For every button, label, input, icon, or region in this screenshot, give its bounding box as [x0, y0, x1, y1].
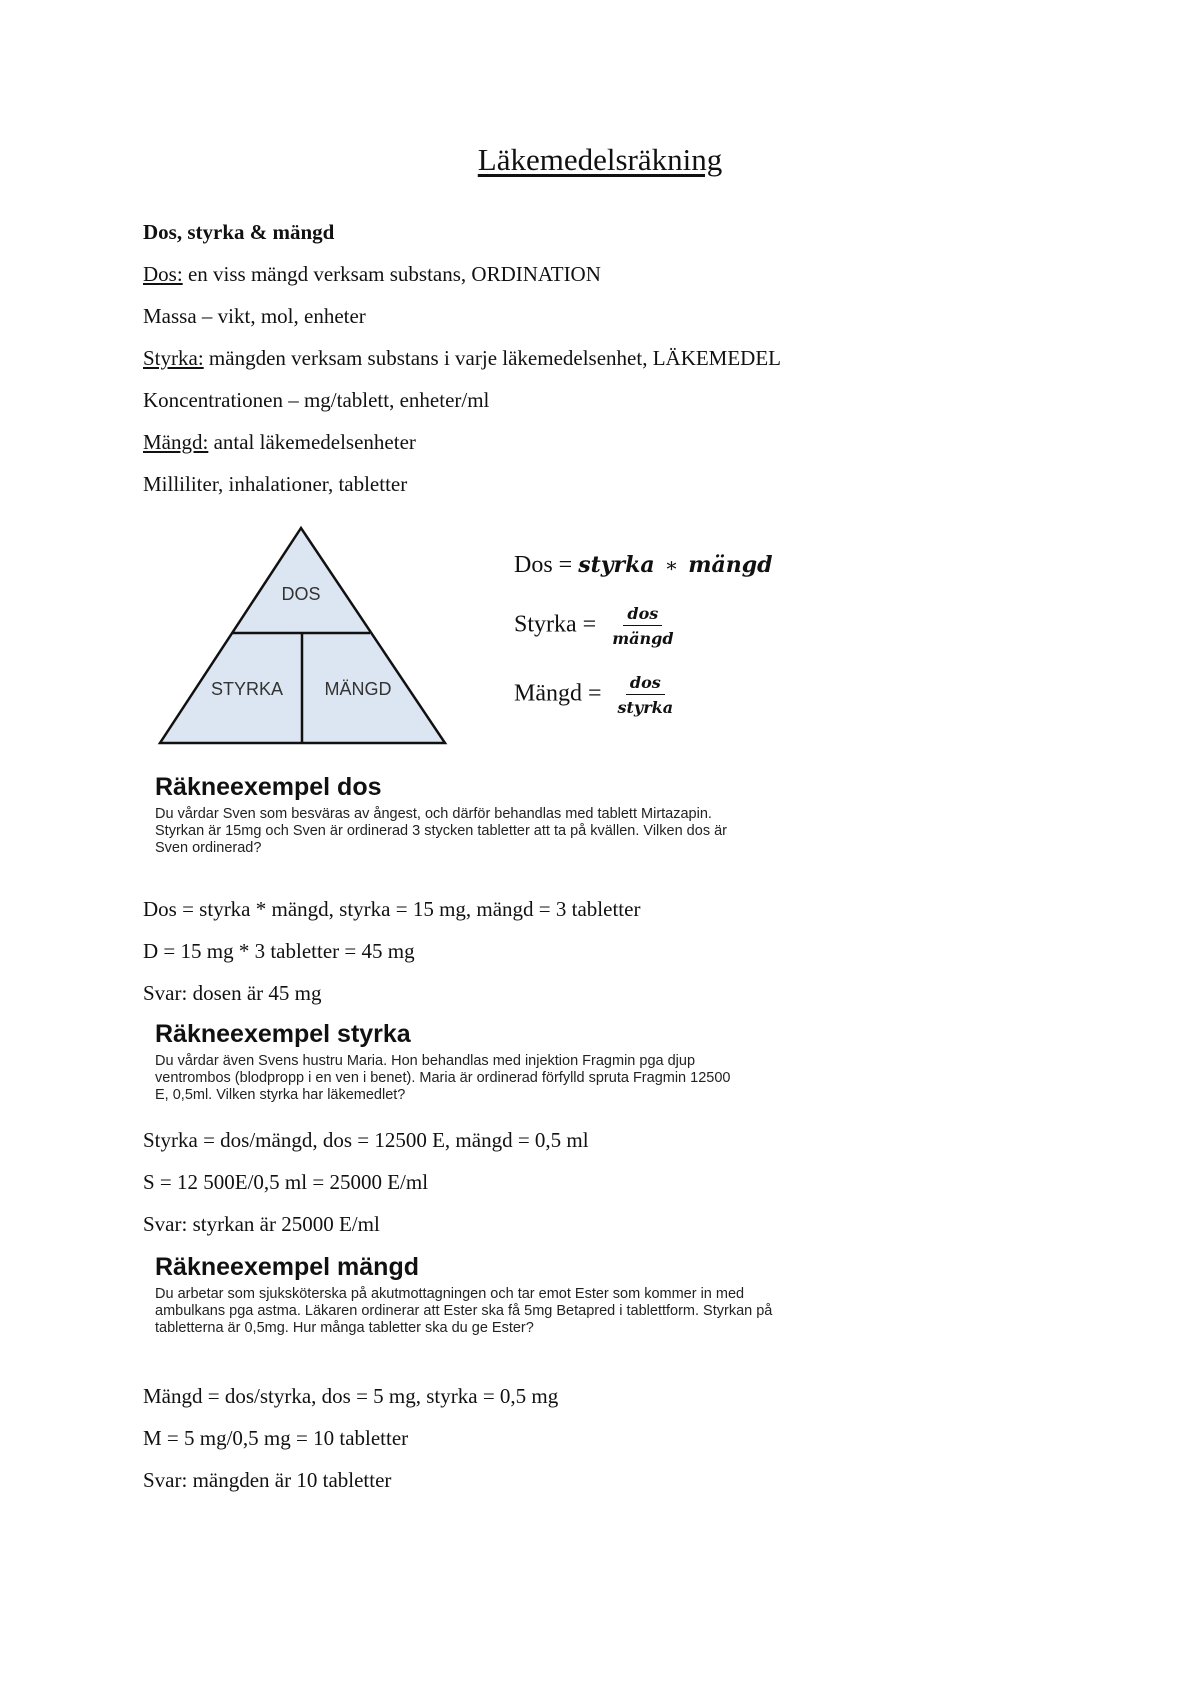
example-mangd	[155, 1253, 795, 1337]
definition-koncentration: Koncentrationen – mg/tablett, enheter/ml	[143, 388, 490, 412]
formula-dos-operator: ∗	[664, 555, 679, 577]
definition-massa: Massa – vikt, mol, enheter	[143, 304, 366, 328]
section-heading-text: Dos, styrka & mängd	[143, 220, 335, 244]
example-mangd-answer: Svar: mängden är 10 tabletter	[143, 1468, 392, 1492]
example-styrka-computation: S = 12 500E/0,5 ml = 25000 E/ml	[143, 1170, 429, 1194]
example-mangd-title: Räkneexempel mängd	[155, 1253, 419, 1281]
definition-styrka-text: mängden verksam substans i varje läkemedelsenhet, LÄKEMEDEL	[203, 346, 782, 370]
term-mangd: Mängd:	[143, 430, 209, 454]
formula-dos-styrka: styrka	[578, 552, 655, 578]
formula-dos-mangd: mängd	[688, 552, 773, 578]
example-mangd-text: Du arbetar som sjuksköterska på akutmottagningen och tar emot Ester som kommer in med ambulkans pga astma. Läkaren ordinerar att Ester ska få 5mg Betapred i tablettform. Styrkan på tabletterna är 0,5mg. Hur många tabletter ska du ge Ester?	[155, 1286, 773, 1336]
formula-mangd-fraction	[614, 673, 678, 717]
example-styrka-calculation: Styrka = dos/mängd, dos = 12500 E, mängd = 0,5 ml	[143, 1128, 589, 1152]
definition-mangd	[143, 430, 416, 455]
term-dos: Dos:	[143, 262, 183, 286]
example-mangd-computation: M = 5 mg/0,5 mg = 10 tabletter	[143, 1426, 409, 1450]
formula-dos-label: Dos =	[514, 552, 573, 578]
example-dos-title: Räkneexempel dos	[155, 773, 382, 801]
example-dos-calculation: Dos = styrka * mängd, styrka = 15 mg, mängd = 3 tabletter	[143, 897, 641, 921]
example-dos	[155, 773, 755, 857]
formula-dos	[514, 552, 773, 579]
term-styrka: Styrka:	[143, 346, 204, 370]
definition-styrka	[143, 346, 781, 371]
formula-styrka-denominator: mängd	[612, 629, 674, 648]
dos-styrka-mangd-triangle	[155, 525, 455, 747]
triangle-label-styrka: STYRKA	[210, 679, 284, 699]
section-heading	[143, 220, 334, 245]
example-dos-text: Du vårdar Sven som besväras av ångest, och därför behandlas med tablett Mirtazapin. Styrkan är 15mg och Sven är ordinerad 3 stycken tabletter att ta på kvällen. Vilken dos är Sven ordinerad?	[155, 806, 727, 856]
formula-mangd	[514, 673, 677, 717]
definition-dos	[143, 262, 601, 287]
example-dos-answer: Svar: dosen är 45 mg	[143, 981, 322, 1005]
formula-mangd-label: Mängd =	[514, 680, 602, 707]
page-title: Läkemedelsräkning	[477, 142, 723, 177]
formula-styrka-fraction	[608, 604, 677, 648]
triangle-label-mangd: MÄNGD	[324, 679, 392, 699]
example-styrka-title: Räkneexempel styrka	[155, 1020, 411, 1048]
formula-styrka-label: Styrka =	[514, 611, 597, 638]
definition-mangd-text: antal läkemedelsenheter	[208, 430, 416, 454]
example-styrka	[155, 1020, 745, 1104]
example-mangd-calculation: Mängd = dos/styrka, dos = 5 mg, styrka = 0,5 mg	[143, 1384, 559, 1408]
example-dos-computation: D = 15 mg * 3 tabletter = 45 mg	[143, 939, 415, 963]
triangle-label-dos: DOS	[281, 584, 321, 604]
formula-mangd-numerator: dos	[626, 673, 665, 695]
formula-styrka	[514, 604, 678, 648]
formula-mangd-denominator: styrka	[617, 698, 674, 717]
definition-milliliter: Milliliter, inhalationer, tabletter	[143, 472, 408, 496]
definition-dos-text: en viss mängd verksam substans, ORDINATION	[182, 262, 601, 286]
formula-styrka-numerator: dos	[623, 604, 662, 626]
example-styrka-answer: Svar: styrkan är 25000 E/ml	[143, 1212, 380, 1236]
example-styrka-text: Du vårdar även Svens hustru Maria. Hon behandlas med injektion Fragmin pga djup ventrombos (blodpropp i en ven i benet). Maria är ordinerad förfylld spruta Fragmin 12500 E, 0,5ml. Vilken styrka har läkemedlet?	[155, 1053, 731, 1103]
